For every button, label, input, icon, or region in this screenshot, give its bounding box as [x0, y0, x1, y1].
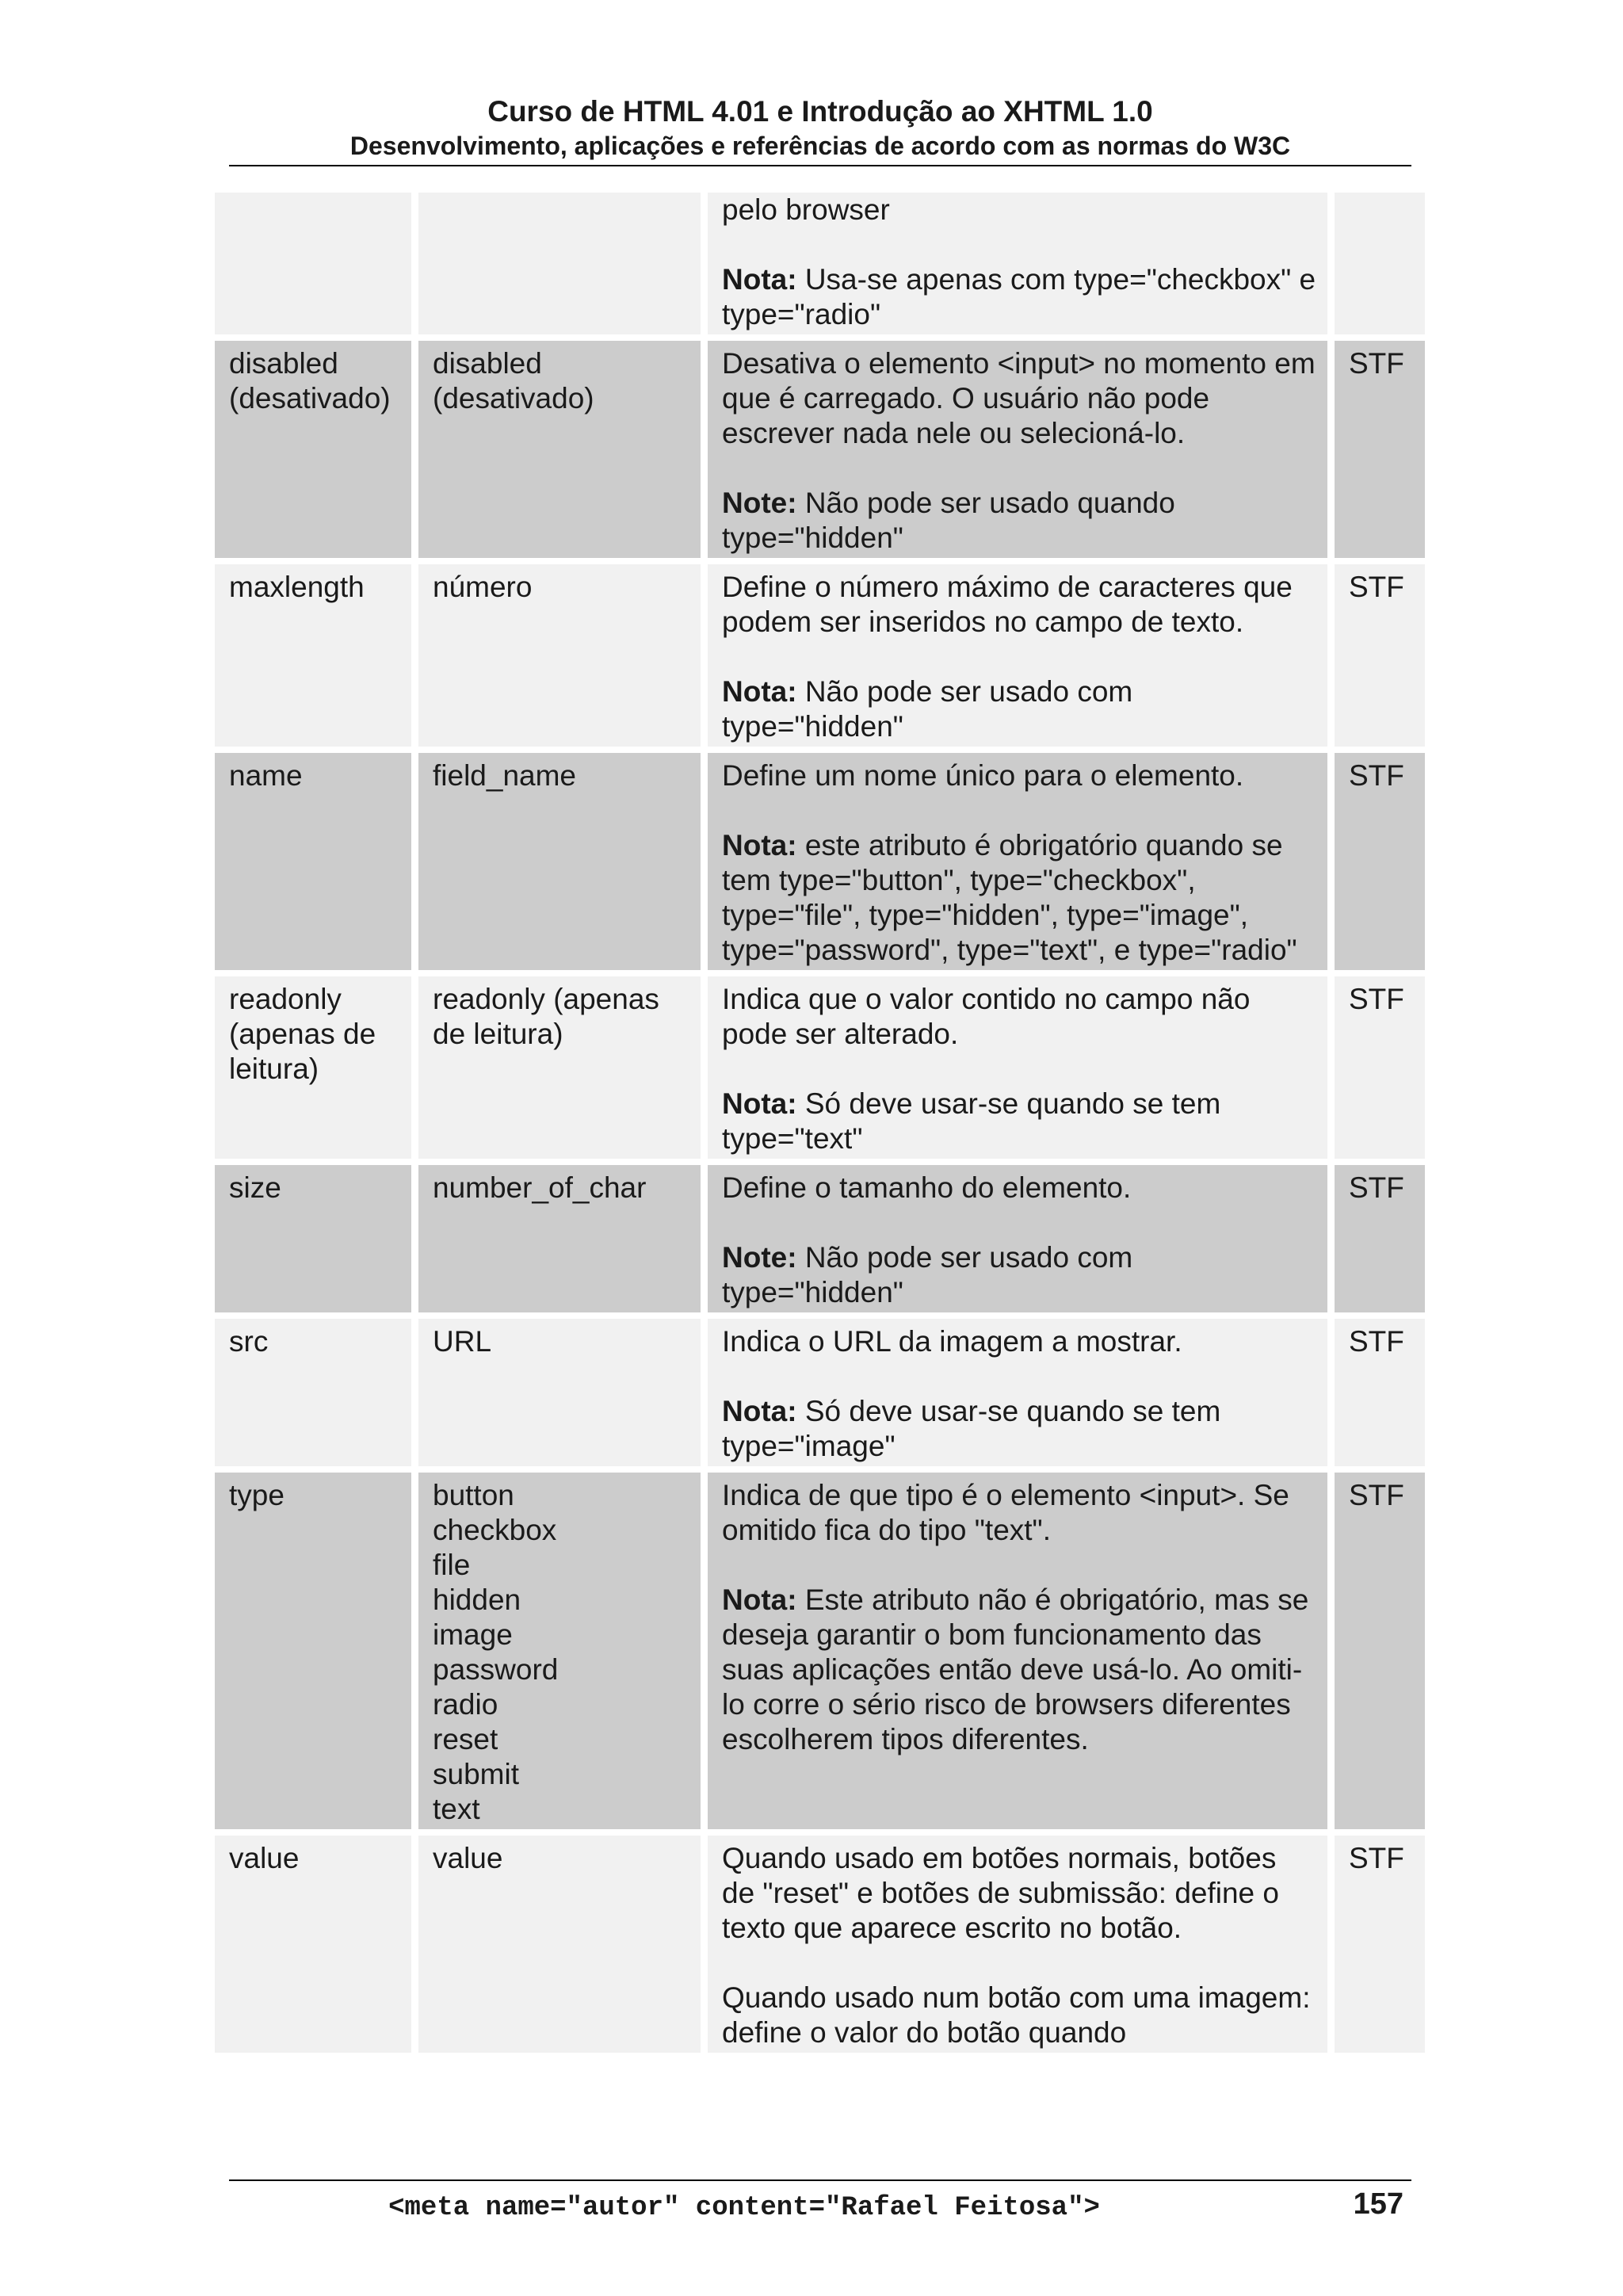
description-text: Quando usado em botões normais, botões de "reset" e botões de submissão: define o texto que aparece escrito no botão. — [722, 1842, 1279, 1944]
table-row — [215, 1473, 1425, 1836]
type-value: submit — [433, 1758, 519, 1790]
description-text: Indica que o valor contido no campo não pode ser alterado. — [722, 983, 1251, 1050]
page-header — [229, 94, 1411, 162]
table-row — [215, 341, 1425, 564]
type-value: hidden — [433, 1584, 521, 1616]
note-label: Nota: — [722, 675, 797, 708]
description-cell — [708, 753, 1327, 976]
description-text: Desativa o elemento <input> no momento em que é carregado. O usuário não pode escrever nada nele ou selecioná-lo. — [722, 347, 1316, 449]
attribute-cell: type — [215, 1473, 411, 1836]
value-cell: value — [418, 1836, 701, 2059]
document-title: Curso de HTML 4.01 e Introdução ao XHTML 1.0 — [487, 95, 1153, 128]
note-text: Nota: Só deve usar-se quando se tem type="image" — [722, 1395, 1221, 1462]
note-label: Note: — [722, 487, 797, 519]
document-subtitle: Desenvolvimento, aplicações e referências de acordo com as normas do W3C — [349, 132, 1291, 160]
description-cell — [708, 976, 1327, 1165]
note-text: Nota: Só deve usar-se quando se tem type="text" — [722, 1087, 1221, 1155]
description-text: pelo browser — [722, 193, 890, 226]
description-cell — [708, 1836, 1327, 2059]
dtd-cell: STF — [1335, 1473, 1425, 1836]
description-cell — [708, 193, 1327, 341]
note-text: Nota: Este atributo não é obrigatório, mas se deseja garantir o bom funcionamento das suas aplicações então deve usá-lo. Ao omiti-lo corre o sério risco de browsers diferentes escolherem tipos diferentes. — [722, 1584, 1309, 1755]
dtd-cell: STF — [1335, 976, 1425, 1165]
description-cell — [708, 1165, 1327, 1319]
note-label: Nota: — [722, 1584, 797, 1616]
table-row — [215, 1836, 1425, 2059]
note-text: Note: Não pode ser usado quando type="hidden" — [722, 487, 1175, 554]
table-row — [215, 1165, 1425, 1319]
dtd-cell: STF — [1335, 753, 1425, 976]
type-value: image — [433, 1618, 513, 1651]
attribute-cell: src — [215, 1319, 411, 1473]
value-cell: readonly (apenas de leitura) — [418, 976, 701, 1165]
attribute-cell: disabled (desativado) — [215, 341, 411, 564]
description-text: Indica o URL da imagem a mostrar. — [722, 1325, 1182, 1358]
value-cell: field_name — [418, 753, 701, 976]
value-cell: disabled (desativado) — [418, 341, 701, 564]
footer-meta-tag: <meta name="autor" content="Rafael Feitosa"> — [388, 2193, 1100, 2223]
footer-divider — [229, 2179, 1411, 2181]
table-row — [215, 564, 1425, 753]
table-row — [215, 753, 1425, 976]
note-label: Nota: — [722, 1395, 797, 1427]
type-value: text — [433, 1793, 480, 1825]
dtd-cell: STF — [1335, 341, 1425, 564]
attribute-cell: name — [215, 753, 411, 976]
dtd-cell: STF — [1335, 1165, 1425, 1319]
note-text: Nota: Usa-se apenas com type="checkbox" e type="radio" — [722, 263, 1316, 330]
note-text: Nota: Não pode ser usado com type="hidden" — [722, 675, 1133, 743]
value-cell — [418, 193, 701, 341]
note-label: Nota: — [722, 829, 797, 861]
value-cell: number_of_char — [418, 1165, 701, 1319]
attribute-cell — [215, 193, 411, 341]
description-text: Indica de que tipo é o elemento <input>. Se omitido fica do tipo "text". — [722, 1479, 1289, 1546]
value-cell: URL — [418, 1319, 701, 1473]
type-value: button — [433, 1479, 514, 1511]
note-label: Nota: — [722, 1087, 797, 1120]
dtd-cell: STF — [1335, 1836, 1425, 2059]
type-value: file — [433, 1549, 471, 1581]
header-divider — [229, 165, 1411, 166]
attribute-cell: readonly (apenas de leitura) — [215, 976, 411, 1165]
dtd-cell: STF — [1335, 564, 1425, 753]
attribute-cell: value — [215, 1836, 411, 2059]
description-text: Define um nome único para o elemento. — [722, 759, 1244, 792]
value-list-cell — [418, 1473, 701, 1836]
description-cell — [708, 564, 1327, 753]
dtd-cell — [1335, 193, 1425, 341]
page-number: 157 — [1353, 2187, 1403, 2221]
description-text: Define o tamanho do elemento. — [722, 1171, 1132, 1204]
attribute-table — [208, 193, 1432, 2059]
attribute-cell: size — [215, 1165, 411, 1319]
table-row — [215, 976, 1425, 1165]
type-value: radio — [433, 1688, 498, 1721]
note-label: Note: — [722, 1241, 797, 1274]
dtd-cell: STF — [1335, 1319, 1425, 1473]
description-cell — [708, 1473, 1327, 1836]
description-text: Quando usado num botão com uma imagem: define o valor do botão quando — [722, 1981, 1311, 2049]
type-value: reset — [433, 1723, 498, 1755]
type-value: password — [433, 1653, 559, 1686]
description-cell — [708, 1319, 1327, 1473]
note-text: Note: Não pode ser usado com type="hidden" — [722, 1241, 1133, 1308]
value-cell: número — [418, 564, 701, 753]
type-value: checkbox — [433, 1514, 557, 1546]
attribute-cell: maxlength — [215, 564, 411, 753]
table-row — [215, 193, 1425, 341]
description-cell — [708, 341, 1327, 564]
note-text: Nota: este atributo é obrigatório quando se tem type="button", type="checkbox", type="file", type="hidden", type="image", type="password", type="text", e type="radio" — [722, 829, 1297, 966]
note-label: Nota: — [722, 263, 797, 296]
description-text: Define o número máximo de caracteres que podem ser inseridos no campo de texto. — [722, 571, 1293, 638]
table-row — [215, 1319, 1425, 1473]
